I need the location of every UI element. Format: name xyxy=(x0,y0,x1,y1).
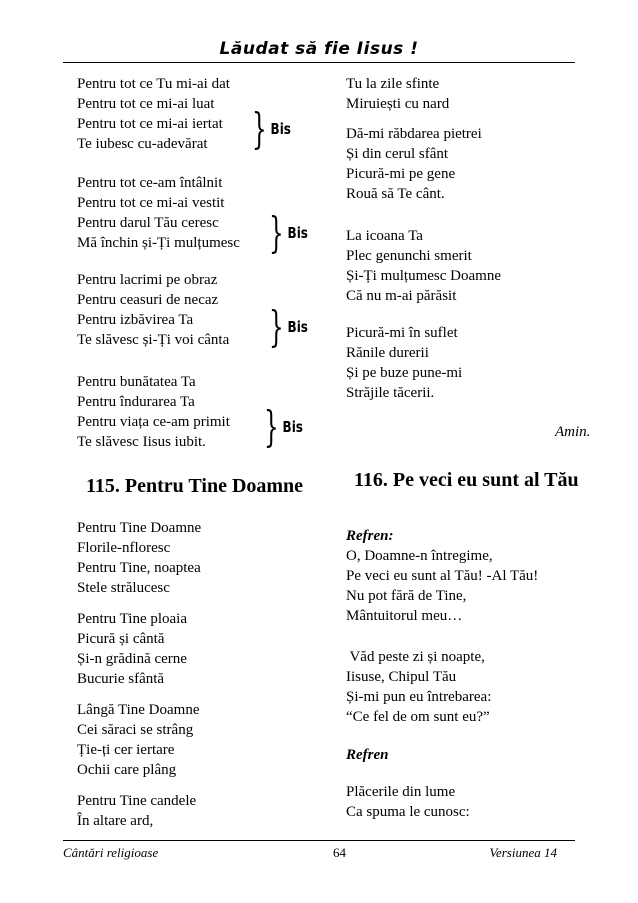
bis-label: Bis xyxy=(270,120,291,138)
verse-line: Mântuitorul meu… xyxy=(346,608,463,624)
stanza-1 xyxy=(77,518,201,598)
stanza-2 xyxy=(346,782,470,822)
verse-line: Și pe buze pune-mi xyxy=(346,365,463,381)
verse-line: Florile-nfloresc xyxy=(77,540,171,556)
song-title-115: 115. Pentru Tine Doamne xyxy=(86,475,304,497)
verse-line: “Ce fel de om sunt eu?” xyxy=(346,709,490,725)
stanza-4 xyxy=(77,372,230,452)
stanza-2 xyxy=(77,609,187,689)
verse-line: O, Doamne-n întregime, xyxy=(346,548,493,564)
verse-line: Ca spuma le cunosc: xyxy=(346,804,470,820)
refren-repeat-block xyxy=(346,745,389,765)
footer-book-title: Cântări religioase xyxy=(63,845,159,860)
verse-line: Văd peste zi și noapte, xyxy=(346,649,485,665)
verse-line: Ochii care plâng xyxy=(77,762,177,778)
verse-line: Pentru tot ce mi-ai iertat xyxy=(77,116,223,132)
verse-line: Pentru tot ce Tu mi-ai dat xyxy=(77,76,230,92)
brace-icon: } xyxy=(269,208,284,257)
verse-line: Pentru Tine Doamne xyxy=(77,520,202,536)
verse-line: Pentru Tine ploaia xyxy=(77,611,188,627)
verse-line: Iisuse, Chipul Tău xyxy=(346,669,457,685)
bis-marker xyxy=(269,208,311,257)
brace-icon: } xyxy=(264,402,279,451)
page-header-title: Lăudat să fie Iisus ! xyxy=(219,39,419,59)
verse-line: Și-n grădină cerne xyxy=(77,651,187,667)
bis-label: Bis xyxy=(287,318,308,336)
verse-line: Rănile durerii xyxy=(346,345,429,361)
footer-version: Versiunea 14 xyxy=(489,845,557,860)
bis-marker xyxy=(252,104,294,153)
stanza-3 xyxy=(77,700,199,780)
brace-icon: } xyxy=(269,302,284,351)
bis-label: Bis xyxy=(287,224,308,242)
verse-line: Stele strălucesc xyxy=(77,580,170,596)
verse-line: Ție-ți cer iertare xyxy=(77,742,175,758)
verse-line: Pentru tot ce mi-ai luat xyxy=(77,96,215,112)
song-title-116: 116. Pe veci eu sunt al Tău xyxy=(354,469,579,491)
stanza-1 xyxy=(77,74,230,154)
stanza-3 xyxy=(77,270,229,350)
refren-block xyxy=(346,526,538,626)
verse-line: Și-mi pun eu întrebarea: xyxy=(346,689,492,705)
footer-page-number: 64 xyxy=(333,845,346,860)
page-header xyxy=(63,38,575,63)
verse-line: Și din cerul sfânt xyxy=(346,146,449,162)
refren-repeat-label: Refren xyxy=(346,747,389,763)
verse-line: Că nu m-ai părăsit xyxy=(346,288,457,304)
verse-line: Plec genunchi smerit xyxy=(346,248,472,264)
verse-line: Pe veci eu sunt al Tău! -Al Tău! xyxy=(346,568,539,584)
verse-line: Bucurie sfântă xyxy=(77,671,165,687)
verse-line: Străjile tăcerii. xyxy=(346,385,435,401)
stanza-2 xyxy=(77,173,240,253)
verse-line: Pentru tot ce-am întâlnit xyxy=(77,175,223,191)
verse-line: Tu la zile sfinte xyxy=(346,76,440,92)
verse-line: Picură și cântă xyxy=(77,631,165,647)
verse-line: La icoana Ta xyxy=(346,228,423,244)
verse-line: Te slăvesc Iisus iubit. xyxy=(77,434,206,450)
verse-line: Pentru ceasuri de necaz xyxy=(77,292,219,308)
verse-line: Picură-mi pe gene xyxy=(346,166,456,182)
verse-line: Nu pot fără de Tine, xyxy=(346,588,467,604)
stanza-1 xyxy=(346,647,491,727)
verse-line: Miruiești cu nard xyxy=(346,96,450,112)
verse-line: Rouă să Te cânt. xyxy=(346,186,445,202)
verse-line: Pentru viața ce-am primit xyxy=(77,414,230,430)
verse-line: Pentru bunătatea Ta xyxy=(77,374,196,390)
verse-line: Și-Ți mulțumesc Doamne xyxy=(346,268,501,284)
verse-line: Cei săraci se strâng xyxy=(77,722,194,738)
verse-line: Pentru îndurarea Ta xyxy=(77,394,195,410)
page-footer xyxy=(63,840,575,863)
stanza-1 xyxy=(346,74,449,114)
verse-line: Mă închin și-Ți mulțumesc xyxy=(77,235,240,251)
verse-line: Plăcerile din lume xyxy=(346,784,456,800)
verse-line: Pentru Tine, noaptea xyxy=(77,560,201,576)
stanza-4 xyxy=(77,791,196,831)
verse-line: Pentru darul Tău ceresc xyxy=(77,215,219,231)
verse-line: În altare ard, xyxy=(77,813,154,829)
bis-label: Bis xyxy=(282,418,303,436)
stanza-4 xyxy=(346,323,462,403)
verse-line: Lângă Tine Doamne xyxy=(77,702,200,718)
bis-marker xyxy=(264,402,306,451)
verse-line: Pentru Tine candele xyxy=(77,793,197,809)
verse-line: Pentru izbăvirea Ta xyxy=(77,312,194,328)
amin-text: Amin. xyxy=(555,424,591,440)
brace-icon: } xyxy=(252,104,267,153)
stanza-2 xyxy=(346,124,482,204)
verse-line: Dă-mi răbdarea pietrei xyxy=(346,126,482,142)
verse-line: Te iubesc cu-adevărat xyxy=(77,136,208,152)
bis-marker xyxy=(269,302,311,351)
refren-label: Refren: xyxy=(346,528,394,544)
verse-line: Pentru lacrimi pe obraz xyxy=(77,272,218,288)
verse-line: Pentru tot ce mi-ai vestit xyxy=(77,195,225,211)
verse-line: Te slăvesc și-Ți voi cânta xyxy=(77,332,230,348)
verse-line: Picură-mi în suflet xyxy=(346,325,458,341)
stanza-3 xyxy=(346,226,501,306)
